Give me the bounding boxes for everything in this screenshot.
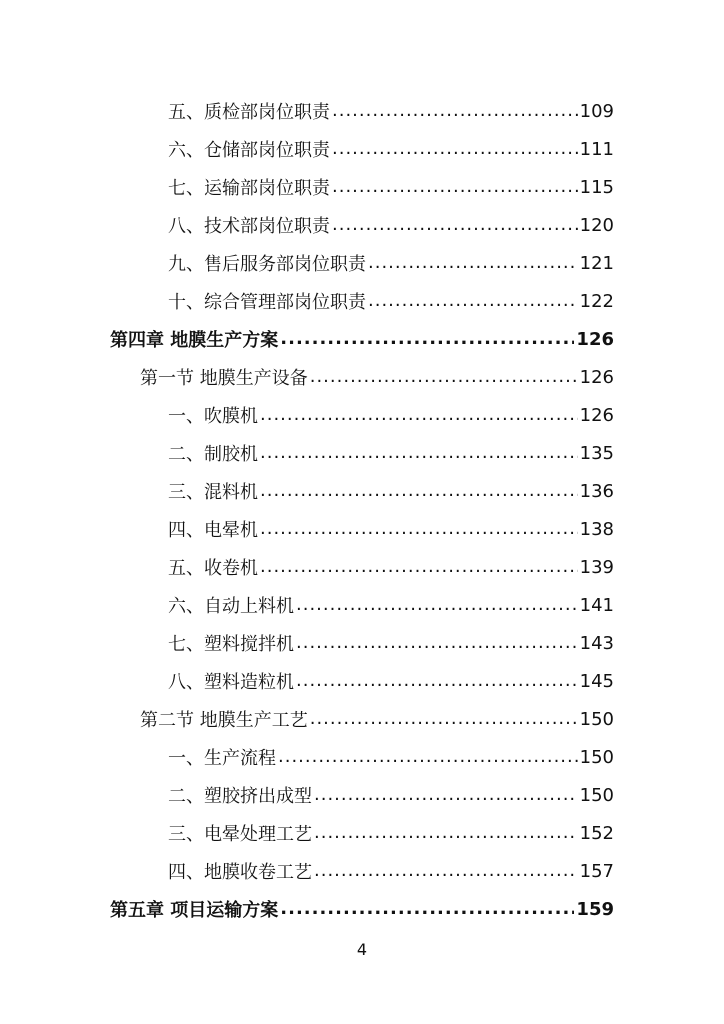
dot-leader — [296, 632, 578, 653]
toc-entry-11[interactable] — [0, 510, 614, 548]
toc-entry-4[interactable] — [0, 244, 614, 282]
toc-entry-page: 143 — [579, 632, 614, 654]
dot-leader — [260, 404, 578, 425]
toc-entry-title: 一、生产流程 — [168, 748, 276, 769]
toc-chapter-title: 第五章 项目运输方案 — [110, 900, 279, 921]
toc-entry-title: 三、混料机 — [168, 482, 258, 503]
toc-section-title: 第二节 地膜生产工艺 — [140, 710, 308, 731]
dot-leader — [310, 708, 578, 729]
toc-entry-page: 157 — [579, 860, 614, 882]
toc-entry-title: 一、吹膜机 — [168, 406, 258, 427]
toc-entry-page: 126 — [579, 366, 614, 388]
toc-entry-title: 五、收卷机 — [168, 558, 258, 579]
toc-entry-5[interactable] — [0, 282, 614, 320]
toc-section-title: 第一节 地膜生产设备 — [140, 368, 308, 389]
toc-entry-10[interactable] — [0, 472, 614, 510]
toc-entry-title: 九、售后服务部岗位职责 — [168, 254, 366, 275]
dot-leader — [260, 518, 578, 539]
toc-entry-title: 十、综合管理部岗位职责 — [168, 292, 366, 313]
toc-entry-20[interactable] — [0, 852, 614, 890]
dot-leader — [332, 214, 578, 235]
toc-entry-8[interactable] — [0, 396, 614, 434]
toc-entry-title: 二、塑胶挤出成型 — [168, 786, 312, 807]
toc-entry-page: 109 — [579, 100, 614, 122]
toc-entry-19[interactable] — [0, 814, 614, 852]
toc-entry-page: 120 — [579, 214, 614, 236]
toc-entry-title: 七、塑料搅拌机 — [168, 634, 294, 655]
toc-entry-page: 152 — [579, 822, 614, 844]
toc-entry-1[interactable] — [0, 130, 614, 168]
toc-entry-title: 六、自动上料机 — [168, 596, 294, 617]
toc-entry-0[interactable] — [0, 92, 614, 130]
toc-entry-title: 八、塑料造粒机 — [168, 672, 294, 693]
toc-entry-title: 二、制胶机 — [168, 444, 258, 465]
toc-entry-15[interactable] — [0, 662, 614, 700]
dot-leader — [332, 138, 578, 159]
dot-leader — [368, 252, 578, 273]
toc-entry-2[interactable] — [0, 168, 614, 206]
toc-entry-18[interactable] — [0, 776, 614, 814]
toc-entry-16[interactable] — [0, 700, 614, 738]
toc-entry-page: 139 — [579, 556, 614, 578]
toc-entry-title: 六、仓储部岗位职责 — [168, 140, 330, 161]
toc-entry-page: 138 — [579, 518, 614, 540]
dot-leader — [260, 556, 578, 577]
toc-entry-title: 四、地膜收卷工艺 — [168, 862, 312, 883]
dot-leader — [314, 860, 578, 881]
toc-entry-page: 115 — [579, 176, 614, 198]
toc-entry-6[interactable] — [0, 320, 614, 358]
toc-entry-7[interactable] — [0, 358, 614, 396]
toc-entry-title: 五、质检部岗位职责 — [168, 102, 330, 123]
dot-leader — [296, 670, 578, 691]
toc-entry-page: 150 — [579, 746, 614, 768]
dot-leader — [278, 746, 578, 767]
dot-leader — [332, 100, 578, 121]
page-number: 4 — [356, 940, 368, 959]
toc-entry-page: 111 — [579, 138, 614, 160]
toc-entry-17[interactable] — [0, 738, 614, 776]
toc-entry-page: 145 — [579, 670, 614, 692]
dot-leader — [332, 176, 578, 197]
toc-entry-page: 141 — [579, 594, 614, 616]
dot-leader — [260, 442, 578, 463]
toc-entry-title: 八、技术部岗位职责 — [168, 216, 330, 237]
dot-leader — [260, 480, 578, 501]
dot-leader — [314, 784, 578, 805]
toc-entry-12[interactable] — [0, 548, 614, 586]
dot-leader — [368, 290, 578, 311]
dot-leader — [314, 822, 578, 843]
dot-leader — [280, 328, 574, 349]
toc-entry-title: 三、电晕处理工艺 — [168, 824, 312, 845]
toc-entry-9[interactable] — [0, 434, 614, 472]
toc-entry-page: 122 — [579, 290, 614, 312]
toc-entry-page: 121 — [579, 252, 614, 274]
toc-entry-3[interactable] — [0, 206, 614, 244]
toc-entry-page: 126 — [576, 328, 614, 350]
dot-leader — [296, 594, 578, 615]
toc-entry-page: 135 — [579, 442, 614, 464]
toc-entry-page: 159 — [576, 898, 614, 920]
table-of-contents — [0, 92, 724, 928]
toc-entry-title: 七、运输部岗位职责 — [168, 178, 330, 199]
toc-entry-21[interactable] — [0, 890, 614, 928]
toc-entry-page: 126 — [579, 404, 614, 426]
toc-entry-page: 136 — [579, 480, 614, 502]
toc-entry-page: 150 — [579, 784, 614, 806]
toc-entry-13[interactable] — [0, 586, 614, 624]
toc-entry-page: 150 — [579, 708, 614, 730]
toc-chapter-title: 第四章 地膜生产方案 — [110, 330, 279, 351]
dot-leader — [310, 366, 578, 387]
dot-leader — [280, 898, 574, 919]
toc-entry-14[interactable] — [0, 624, 614, 662]
toc-entry-title: 四、电晕机 — [168, 520, 258, 541]
